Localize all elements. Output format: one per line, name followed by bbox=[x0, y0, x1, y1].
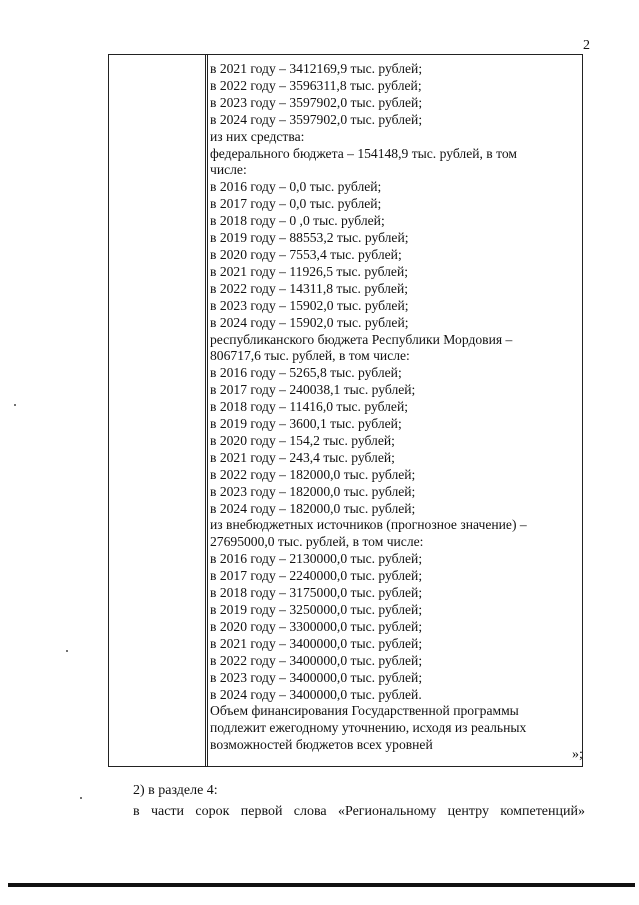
table-cell-line: в 2022 году – 3400000,0 тыс. рублей; bbox=[210, 652, 423, 668]
table-cell-line: 27695000,0 тыс. рублей, в том числе: bbox=[210, 534, 424, 550]
table-column-divider-inner bbox=[207, 55, 208, 766]
table-cell-line: в 2017 году – 240038,1 тыс. рублей; bbox=[210, 382, 416, 398]
table-cell-line: из внебюджетных источников (прогнозное значение) – bbox=[210, 517, 527, 533]
table-cell-line: в 2021 году – 3412169,9 тыс. рублей; bbox=[210, 61, 423, 76]
table-cell-line: в 2016 году – 0,0 тыс. рублей; bbox=[210, 179, 382, 195]
financing-table-cell bbox=[210, 61, 580, 754]
closing-quote: »; bbox=[572, 747, 583, 762]
table-cell-line: в 2024 году – 3597902,0 тыс. рублей; bbox=[210, 111, 423, 127]
table-cell-line: из них средства: bbox=[210, 128, 305, 144]
table-cell-line: в 2024 году – 182000,0 тыс. рублей; bbox=[210, 500, 416, 516]
table-cell-line: в 2019 году – 3250000,0 тыс. рублей; bbox=[210, 602, 423, 617]
table-cell-line: в 2017 году – 2240000,0 тыс. рублей; bbox=[210, 568, 423, 584]
table-cell-line: в 2018 году – 3175000,0 тыс. рублей; bbox=[210, 585, 423, 601]
footer-rule bbox=[8, 883, 635, 887]
page-number: 2 bbox=[583, 38, 590, 53]
table-cell-line: подлежит ежегодному уточнению, исходя из реальных bbox=[210, 720, 527, 736]
table-cell-line: в 2020 году – 7553,4 тыс. рублей; bbox=[210, 246, 402, 262]
table-cell-line: в 2019 году – 88553,2 тыс. рублей; bbox=[210, 230, 409, 246]
table-cell-line: Объем финансирования Государственной программы bbox=[210, 703, 519, 719]
table-cell-line: в 2016 году – 5265,8 тыс. рублей; bbox=[210, 365, 402, 381]
table-cell-line: в 2021 году – 3400000,0 тыс. рублей; bbox=[210, 635, 423, 651]
table-cell-line: в 2024 году – 3400000,0 тыс. рублей. bbox=[210, 686, 422, 702]
table-cell-line: в 2022 году – 14311,8 тыс. рублей; bbox=[210, 280, 409, 296]
table-cell-line: в 2022 году – 182000,0 тыс. рублей; bbox=[210, 466, 416, 482]
scan-speck bbox=[14, 404, 16, 406]
table-cell-line: возможностей бюджетов всех уровней bbox=[210, 737, 433, 753]
table-cell-line: в 2016 году – 2130000,0 тыс. рублей; bbox=[210, 551, 423, 567]
table-cell-line: в 2020 году – 154,2 тыс. рублей; bbox=[210, 432, 395, 448]
scan-speck bbox=[80, 797, 82, 799]
table-cell-line: в 2023 году – 182000,0 тыс. рублей; bbox=[210, 483, 416, 499]
table-cell-line: в 2023 году – 3597902,0 тыс. рублей; bbox=[210, 94, 423, 110]
table-cell-line: в 2021 году – 11926,5 тыс. рублей; bbox=[210, 263, 409, 279]
financing-table bbox=[108, 54, 583, 767]
body-text: в части сорок первой слова «Региональному центру компетенций» bbox=[133, 804, 585, 819]
table-cell-line: 806717,6 тыс. рублей, в том числе: bbox=[210, 348, 410, 364]
section-heading: 2) в разделе 4: bbox=[133, 783, 218, 798]
table-cell-line: в 2018 году – 11416,0 тыс. рублей; bbox=[210, 399, 409, 415]
table-cell-line: в 2017 году – 0,0 тыс. рублей; bbox=[210, 196, 382, 212]
table-cell-line: в 2021 году – 243,4 тыс. рублей; bbox=[210, 449, 395, 465]
table-cell-line: федерального бюджета – 154148,9 тыс. рублей, в том bbox=[210, 145, 518, 161]
table-cell-line: в 2024 году – 15902,0 тыс. рублей; bbox=[210, 314, 409, 330]
table-cell-line: в 2020 году – 3300000,0 тыс. рублей; bbox=[210, 618, 423, 634]
table-cell-line: в 2019 году – 3600,1 тыс. рублей; bbox=[210, 416, 402, 432]
table-cell-line: в 2023 году – 15902,0 тыс. рублей; bbox=[210, 297, 409, 313]
table-column-divider bbox=[205, 55, 206, 766]
table-cell-line: в 2018 году – 0 ,0 тыс. рублей; bbox=[210, 213, 385, 229]
scan-speck bbox=[66, 650, 68, 652]
table-cell-line: числе: bbox=[210, 162, 247, 178]
table-cell-line: в 2022 году – 3596311,8 тыс. рублей; bbox=[210, 77, 422, 93]
table-cell-line: республиканского бюджета Республики Мордовия – bbox=[210, 331, 513, 347]
table-cell-line: в 2023 году – 3400000,0 тыс. рублей; bbox=[210, 669, 423, 685]
